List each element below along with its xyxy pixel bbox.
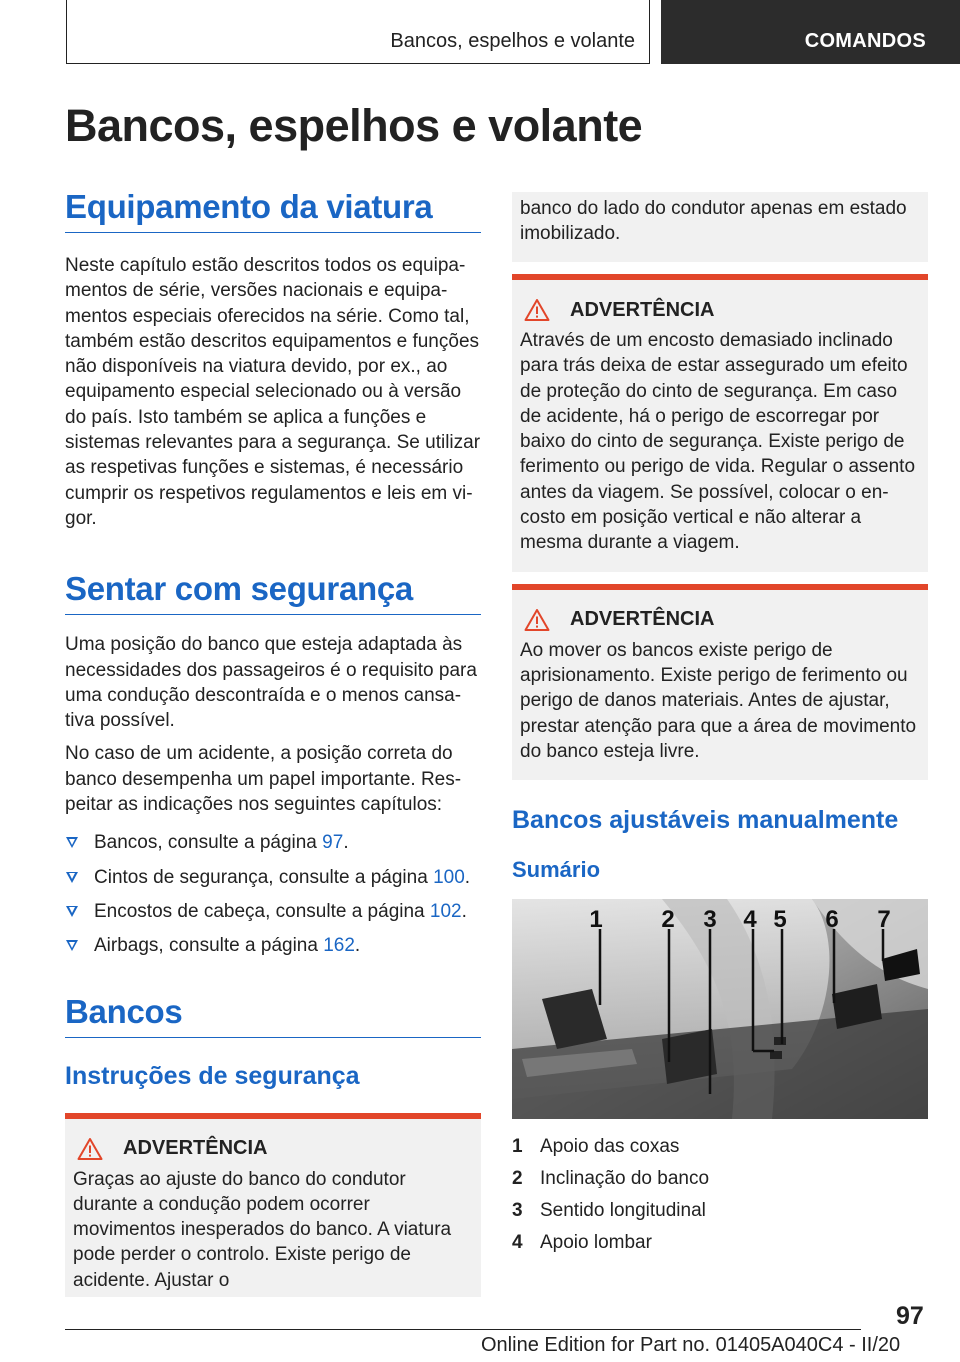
page-link[interactable]: 102: [429, 900, 462, 922]
legend-item: 1 Apoio das coxas: [512, 1136, 680, 1158]
chapter-reference-list: [65, 830, 481, 958]
page-link[interactable]: 162: [323, 935, 355, 957]
warning-title: ADVERTÊNCIA: [570, 608, 715, 631]
page-title: Bancos, espelhos e volante: [65, 100, 643, 151]
callout-number: 6: [825, 906, 839, 934]
warning-text: Ao mover os bancos existe perigo de aprisionamento. Existe perigo de ferimento ou perigo de danos materiais. Antes de ajustar, prestar atenção para que a área de movimento do banco esteja livre.: [520, 639, 917, 762]
triangle-bullet-icon: [66, 837, 78, 848]
seat-illustration: [512, 899, 928, 1119]
list-item: Encostos de cabeça, consulte a página 102.: [65, 899, 481, 924]
bancos-heading: Bancos: [65, 993, 481, 1038]
callout-number: 2: [661, 906, 675, 934]
seat-controls-photo: [512, 899, 928, 1119]
sentar-paragraph-1: Uma posição do banco que esteja adaptada às necessidades dos passageiros é o requisito para uma condução descontraída e o menos cansativa possível.: [65, 634, 477, 732]
warning-triangle-icon: [77, 1137, 103, 1161]
page-link[interactable]: 100: [433, 866, 465, 888]
right-column: [512, 192, 928, 1259]
footer-divider: [65, 1329, 861, 1330]
warning-title: ADVERTÊNCIA: [570, 298, 715, 321]
warning-box-1: [65, 1113, 481, 1297]
triangle-bullet-icon: [66, 906, 78, 917]
warning-triangle-icon: [524, 608, 550, 632]
warning-box-1-continued: [512, 192, 928, 262]
callout-number: 5: [773, 906, 787, 934]
header-chapter-title: COMANDOS: [804, 30, 926, 52]
callout-number: 3: [703, 906, 717, 934]
warning-box-3: [512, 584, 928, 780]
list-item: Cintos de segurança, consulte a página 100.: [65, 865, 481, 890]
legend-item: 2 Inclinação do banco: [512, 1168, 710, 1190]
warning-box-2: [512, 274, 928, 572]
legend-item: 4 Apoio lombar: [512, 1232, 652, 1254]
warning-header: [520, 298, 920, 322]
page-number: 97: [896, 1302, 924, 1330]
page-link[interactable]: 97: [322, 832, 344, 854]
manual-seats-heading: Bancos ajustáveis manualmente: [512, 806, 899, 835]
header-section-box: [66, 0, 650, 64]
warning-triangle-icon: [524, 298, 550, 322]
warning-header: [73, 1137, 473, 1161]
list-item: Bancos, consulte a página 97.: [65, 830, 481, 855]
equipment-text: Neste capítulo estão descritos todos os equipamentos de série, versões nacionais e equipamentos especiais oferecidos na série. Como tal, também estão descritos equipamentos e funções não disponíveis na viatura devido, por ex., ao equipamento especial selecionado ou à versão do país. Isto também se aplica a funções e sistemas relevantes para a segurança. Se utilizar as respetivas funções e sistemas, é necessário cumprir os respetivos regulamentos e leis em vigor.: [65, 255, 481, 529]
header-section-title: Bancos, espelhos e volante: [390, 30, 635, 52]
summary-heading: Sumário: [512, 857, 601, 883]
triangle-bullet-icon: [66, 872, 78, 883]
warning-header: [520, 608, 920, 632]
callout-number: 1: [589, 906, 603, 934]
callout-number: 4: [743, 906, 757, 934]
safety-instructions-heading: Instruções de segurança: [65, 1061, 360, 1090]
edition-note: Online Edition for Part no. 01405A040C4 - II/20: [481, 1334, 901, 1356]
warning-text: banco do lado do condutor apenas em estado imobilizado.: [520, 198, 907, 245]
header-chapter-box: [661, 0, 960, 64]
image-legend: [512, 1131, 928, 1259]
warning-text: Através de um encosto demasiado inclinado para trás deixa de estar assegurado um efeito de proteção do cinto de segurança. Em caso de acidente, há o perigo de escorregar por baixo do cinto de segurança. Existe perigo de ferimento ou perigo de vida. Regular o assento antes da viagem. Se possível, colocar o encosto em posição vertical e não alterar a mesma durante a viagem.: [520, 330, 916, 554]
legend-item: 3 Sentido longitudinal: [512, 1200, 706, 1222]
warning-text: Graças ao ajuste do banco do condutor durante a condução podem ocorrer movimentos inesperados do banco. A viatura pode perder o controlo. Existe perigo de acidente. Ajustar o: [73, 1168, 452, 1291]
warning-title: ADVERTÊNCIA: [123, 1137, 268, 1160]
sentar-paragraph-2: No caso de um acidente, a posição correta do banco desempenha um papel importante. Respeitar as indicações nos seguintes capítulos:: [65, 743, 462, 816]
sentar-heading: Sentar com segurança: [65, 570, 481, 615]
callout-number: 7: [877, 906, 891, 934]
equipment-heading: Equipamento da viatura: [65, 188, 481, 233]
left-column: [65, 188, 481, 1297]
list-item: Airbags, consulte a página 162.: [65, 933, 481, 958]
triangle-bullet-icon: [66, 940, 78, 951]
